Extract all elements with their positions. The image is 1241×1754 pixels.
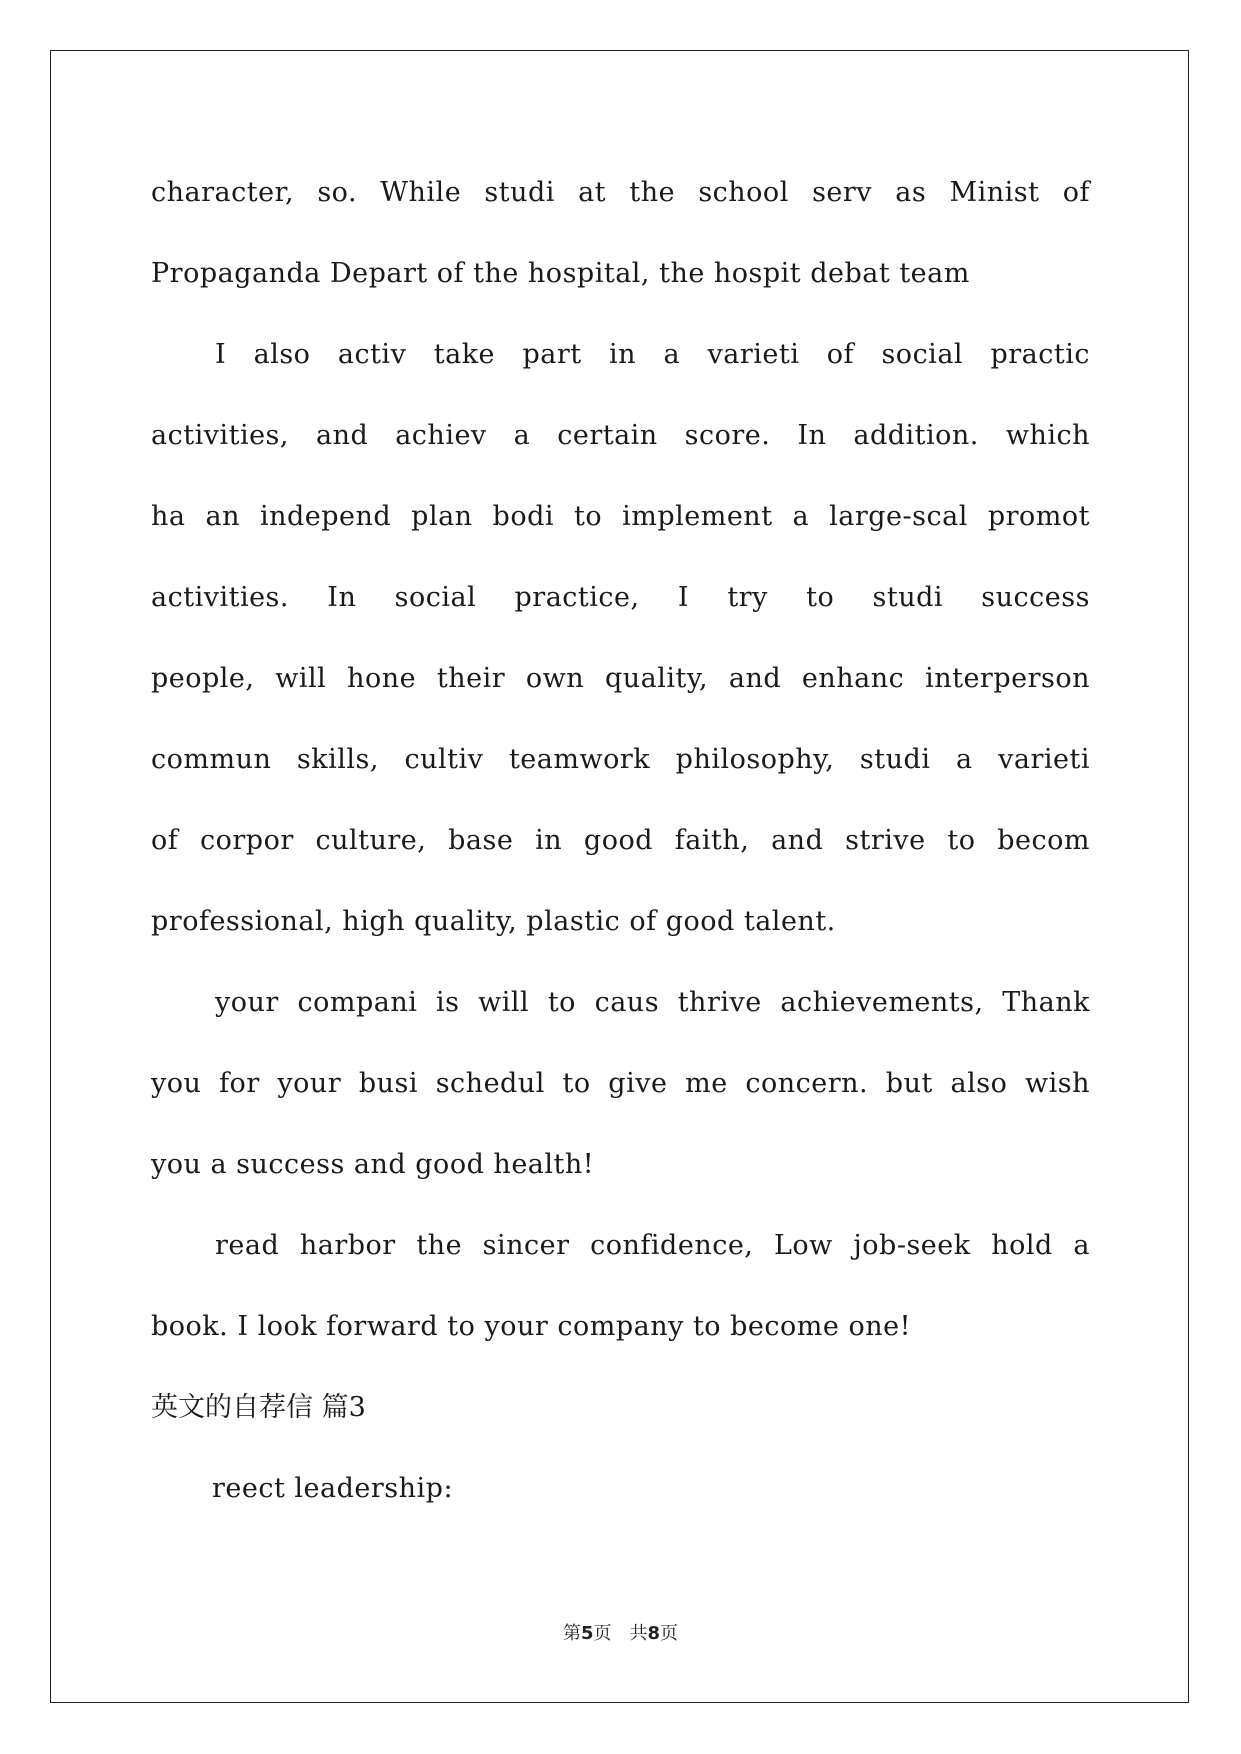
page-prefix: 第 <box>562 1623 581 1644</box>
total-suffix: 页 <box>660 1623 679 1644</box>
body-line-7: people, will hone their own quality, and enhanc interperson <box>151 663 1090 694</box>
body-line-3: I also activ take part in a varieti of social practic <box>215 339 1090 370</box>
page-number: 5 <box>580 1623 594 1644</box>
body-line-12: you for your busi schedul to give me concern. but also wish <box>151 1068 1090 1099</box>
body-line-13: you a success and good health! <box>151 1149 595 1180</box>
body-line-5: ha an independ plan bodi to implement a large-scal promot <box>151 501 1090 532</box>
body-line-10: professional, high quality, plastic of good talent. <box>151 906 836 937</box>
body-line-9: of corpor culture, base in good faith, and strive to becom <box>151 825 1090 856</box>
salutation: reect leadership: <box>212 1473 454 1504</box>
page-border <box>50 50 1189 1703</box>
body-line-2: Propaganda Depart of the hospital, the hospit debat team <box>151 258 970 289</box>
page-suffix: 页 <box>593 1623 612 1644</box>
total-pages: 8 <box>647 1623 661 1644</box>
body-line-6: activities. In social practice, I try to studi success <box>151 582 1090 613</box>
body-line-1: character, so. While studi at the school serv as Minist of <box>151 177 1090 208</box>
total-prefix: 共 <box>629 1623 648 1644</box>
body-line-11: your compani is will to caus thrive achievements, Thank <box>215 987 1090 1018</box>
body-line-15: book. I look forward to your company to become one! <box>151 1311 911 1342</box>
body-line-8: commun skills, cultiv teamwork philosophy, studi a varieti <box>151 744 1090 775</box>
section-heading: 英文的自荐信 篇3 <box>151 1392 366 1423</box>
body-line-4: activities, and achiev a certain score. In addition. which <box>151 420 1090 451</box>
page-footer <box>0 1622 1241 1646</box>
body-line-14: read harbor the sincer confidence, Low job-seek hold a <box>215 1230 1090 1261</box>
